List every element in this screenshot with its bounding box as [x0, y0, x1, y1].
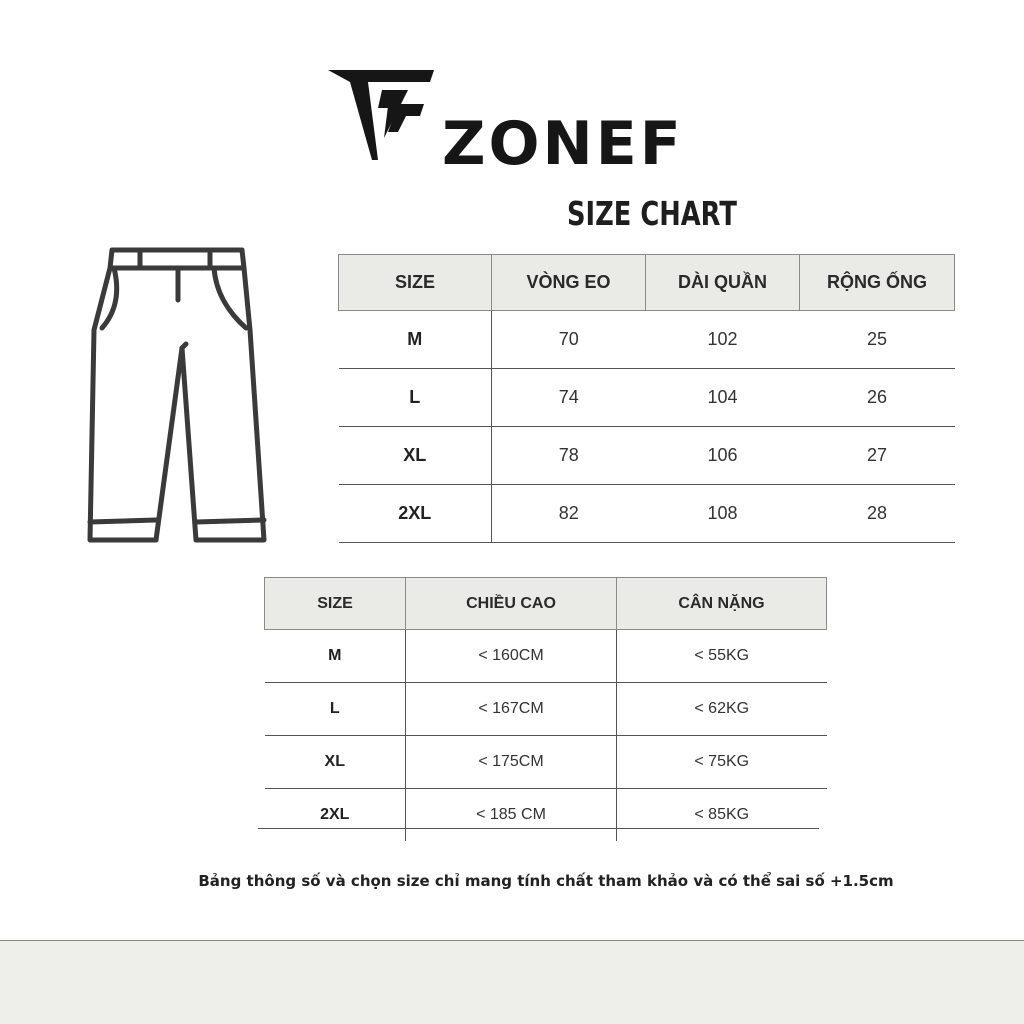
waist-cell: 78	[492, 427, 646, 485]
height-cell: < 167CM	[406, 683, 617, 736]
waist-cell: 74	[492, 369, 646, 427]
leg-opening-cell: 27	[800, 427, 955, 485]
table-row	[339, 485, 955, 543]
length-cell: 106	[646, 427, 800, 485]
leg-opening-cell: 28	[800, 485, 955, 543]
height-cell: < 160CM	[406, 630, 617, 683]
waist-cell: 82	[492, 485, 646, 543]
brand-wordmark: ZONEF	[442, 109, 684, 179]
disclaimer-note: Bảng thông số và chọn size chỉ mang tính chất tham khảo và có thể sai số +1.5cm	[198, 872, 894, 890]
weight-cell: < 75KG	[617, 736, 827, 789]
measurement-table	[338, 254, 955, 543]
table-row	[265, 789, 827, 842]
table-row	[265, 736, 827, 789]
leg-opening-cell: 26	[800, 369, 955, 427]
length-cell: 108	[646, 485, 800, 543]
table-header-row	[265, 578, 827, 630]
table-row	[265, 683, 827, 736]
table-header-row	[339, 255, 955, 311]
height-cell: < 185 CM	[406, 789, 617, 842]
col-header-weight: CÂN NẶNG	[617, 578, 827, 630]
weight-cell: < 62KG	[617, 683, 827, 736]
weight-cell: < 85KG	[694, 806, 750, 823]
col-header-size: SIZE	[339, 255, 492, 311]
col-header-size: SIZE	[265, 578, 406, 630]
table-row	[339, 369, 955, 427]
height-cell: < 175CM	[406, 736, 617, 789]
table-bottom-rule	[258, 828, 819, 829]
waist-cell: 70	[492, 311, 646, 369]
col-header-waist: VÒNG EO	[492, 255, 646, 311]
fit-guide-table	[264, 577, 827, 841]
size-cell: L	[265, 683, 406, 736]
size-cell: L	[339, 369, 492, 427]
col-header-length: DÀI QUẦN	[646, 255, 800, 311]
length-cell: 104	[646, 369, 800, 427]
size-cell: 2XL	[265, 789, 406, 842]
page-title: SIZE CHART	[567, 194, 737, 233]
col-header-height: CHIỀU CAO	[406, 578, 617, 630]
table-row	[339, 427, 955, 485]
size-cell: XL	[339, 427, 492, 485]
size-cell: M	[265, 630, 406, 683]
weight-cell: < 55KG	[617, 630, 827, 683]
zonef-monogram-icon	[328, 68, 438, 164]
size-cell: 2XL	[339, 485, 492, 543]
leg-opening-cell: 25	[800, 311, 955, 369]
brand-logo	[328, 68, 708, 179]
col-header-leg-opening: RỘNG ỐNG	[800, 255, 955, 311]
size-cell: M	[339, 311, 492, 369]
size-cell: XL	[265, 736, 406, 789]
footer-band	[0, 941, 1024, 1024]
table-row	[265, 630, 827, 683]
pants-icon	[84, 240, 274, 550]
table-row	[339, 311, 955, 369]
length-cell: 102	[646, 311, 800, 369]
